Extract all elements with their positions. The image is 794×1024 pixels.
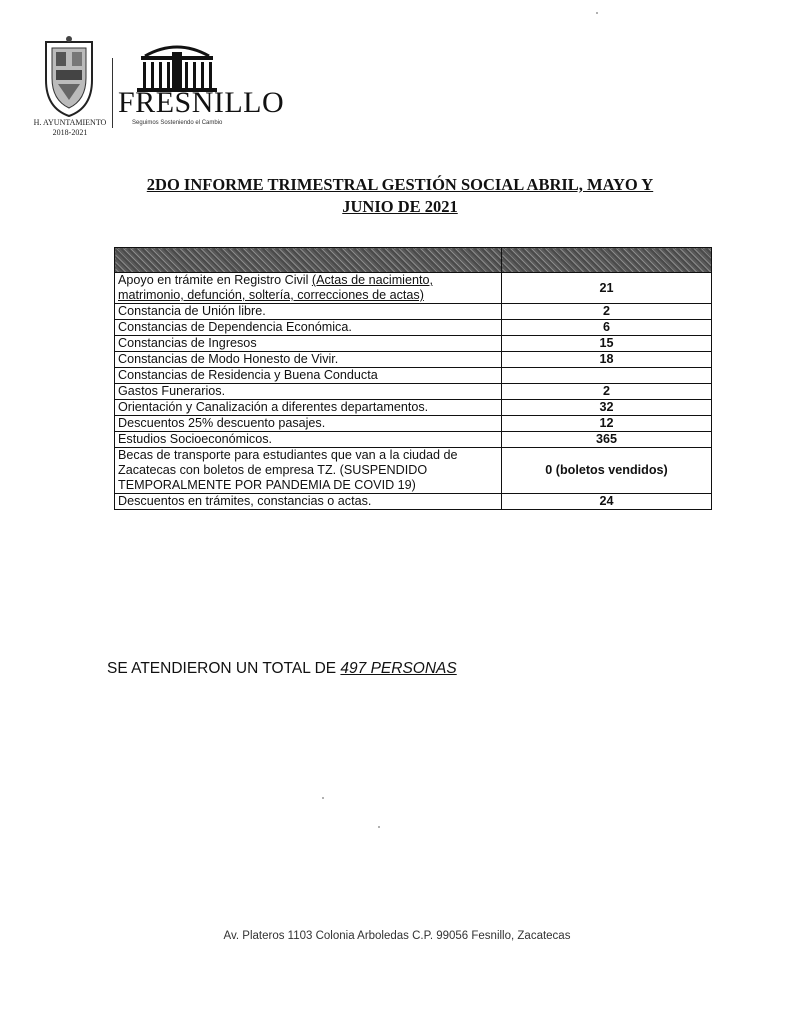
row-label: Gastos Funerarios. [115,384,502,400]
row-label: Descuentos 25% descuento pasajes. [115,416,502,432]
footer-address: Av. Plateros 1103 Colonia Arboledas C.P. 99056 Fesnillo, Zacatecas [223,930,571,942]
table-header-row [115,248,712,273]
row-label: Constancias de Ingresos [115,336,502,352]
logo-tagline: Seguimos Sosteniendo el Cambio [132,120,223,126]
report-title-line-2: JUNIO DE 2021 [342,197,458,216]
services-table [114,247,712,510]
row-value: 2 [502,384,712,400]
row-label: Constancias de Residencia y Buena Conducta [115,368,502,384]
row-label: Constancia de Unión libre. [115,304,502,320]
row-label: Descuentos en trámites, constancias o actas. [115,494,502,510]
table-row [115,320,712,336]
report-title-line-1: 2DO INFORME TRIMESTRAL GESTIÓN SOCIAL ABRIL, MAYO Y [146,175,654,194]
table-row [115,416,712,432]
table-header-cell [115,248,502,273]
row-label: Constancias de Dependencia Económica. [115,320,502,336]
row-value: 18 [502,352,712,368]
row-value: 32 [502,400,712,416]
row-value: 0 (boletos vendidos) [502,448,712,494]
scan-speck [378,826,380,828]
seal-caption-line-1: H. AYUNTAMIENTO [33,118,107,127]
row-value: 365 [502,432,712,448]
table-row [115,384,712,400]
row-label: Becas de transporte para estudiantes que van a la ciudad de Zacatecas con boletos de empresa TZ. (SUSPENDIDO TEMPORALMENTE POR PANDEMIA DE COVID 19) [115,448,502,494]
table-header-cell [502,248,712,273]
row-value: 24 [502,494,712,510]
row-label: Orientación y Canalización a diferentes departamentos. [115,400,502,416]
scan-speck [596,12,598,14]
row-value: 2 [502,304,712,320]
fresnillo-logo-icon [125,34,230,94]
table-row [115,352,712,368]
seal-caption-line-2: 2018-2021 [52,128,88,137]
table-row [115,494,712,510]
table-row [115,368,712,384]
row-label: Estudios Socioeconómicos. [115,432,502,448]
table-row [115,336,712,352]
municipal-seal-icon [38,34,100,118]
table-row [115,400,712,416]
total-prefix: SE ATENDIERON UN TOTAL DE [107,660,337,677]
row-value: 15 [502,336,712,352]
row-label: Constancias de Modo Honesto de Vivir. [115,352,502,368]
scan-speck [322,797,324,799]
logo-wordmark: FRESNILLO [118,86,285,119]
table-row [115,448,712,494]
row-value: 12 [502,416,712,432]
row-value: 21 [502,273,712,304]
letterhead [30,28,330,138]
total-count: 497 PERSONAS [340,660,457,677]
row-value [502,368,712,384]
seal-caption [30,118,110,138]
report-title [110,174,690,218]
table-row [115,432,712,448]
table-row [115,273,712,304]
row-label-main: Apoyo en trámite en Registro Civil [118,273,309,287]
total-summary [107,660,457,678]
header-divider [112,58,113,128]
row-label-detail: (Actas de nacimiento, matrimonio, defunción, soltería, correcciones de actas) [118,273,433,302]
row-label [115,273,502,304]
table-row [115,304,712,320]
row-value: 6 [502,320,712,336]
